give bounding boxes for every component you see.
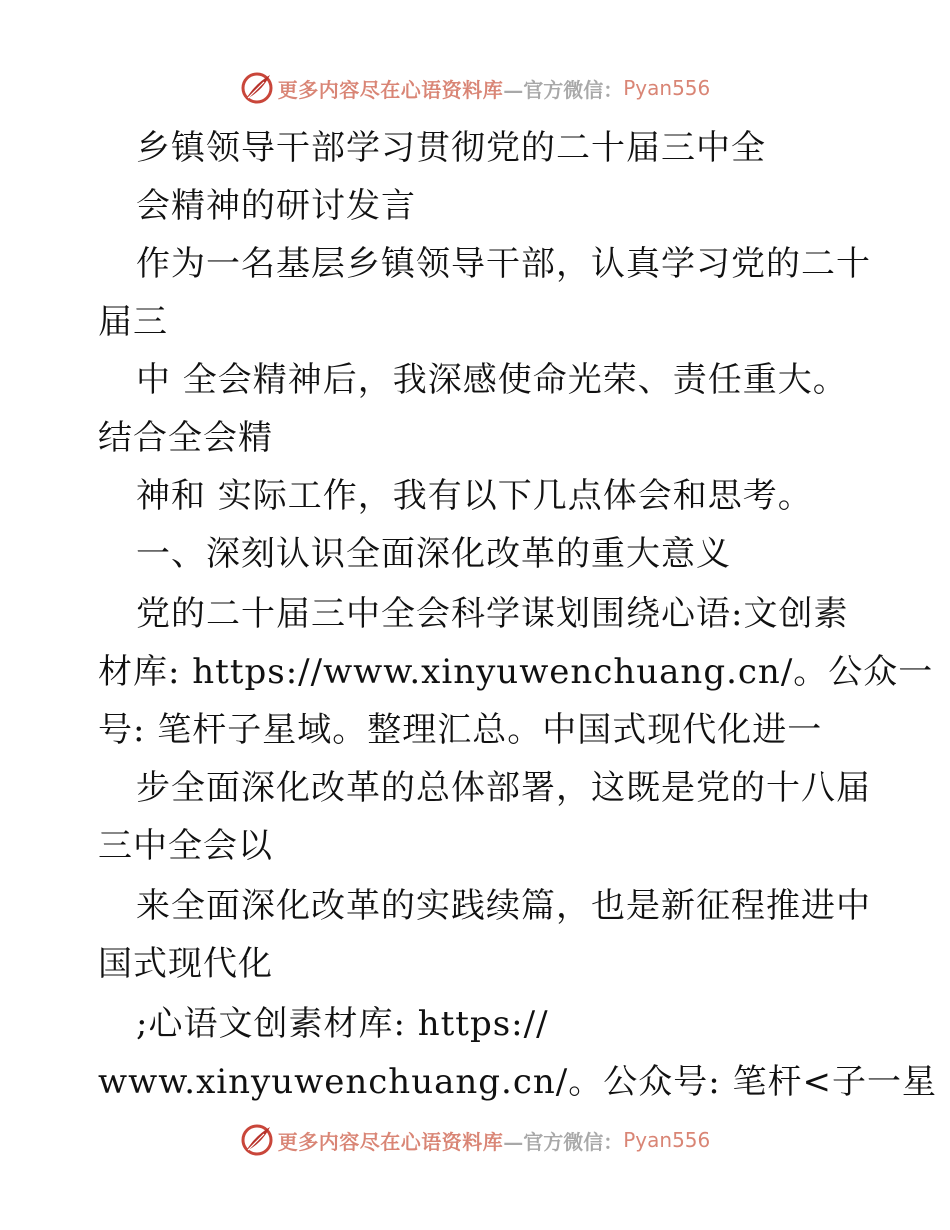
paragraph-line: ;心语文创素材库: https://	[136, 1004, 549, 1044]
paragraph-line: www.xinyuwenchuang.cn/。公众号: 笔杆<子一星	[98, 1062, 937, 1102]
footer-banner-sub-text: —官方微信：	[503, 1129, 624, 1154]
header-banner-wechat-id: Pyan556	[623, 76, 711, 100]
paragraph-line: 神和 实际工作，我有以下几点体会和思考。	[136, 476, 813, 516]
paragraph-line: 国式现代化	[98, 944, 273, 984]
footer-banner-wechat-id: Pyan556	[623, 1128, 711, 1152]
header-banner-main-text: 更多内容尽在心语资料库	[277, 77, 504, 102]
paragraph-line: 来全面深化改革的实践续篇，也是新征程推进中	[136, 886, 871, 926]
paragraph-line: 三中全会以	[98, 826, 273, 866]
red-feather-pen-logo-icon	[240, 71, 274, 105]
paragraph-line: 材库: https://www.xinyuwenchuang.cn/。公众一	[98, 652, 934, 692]
paragraph-line: 作为一名基层乡镇领导干部，认真学习党的二十	[136, 244, 871, 284]
paragraph-line: 中 全会精神后，我深感使命光荣、责任重大。	[136, 360, 848, 400]
header-banner	[0, 68, 950, 108]
section-heading: 一、深刻认识全面深化改革的重大意义	[136, 534, 731, 574]
footer-banner-main-text: 更多内容尽在心语资料库	[277, 1129, 504, 1154]
paragraph-line: 结合全会精	[98, 418, 273, 458]
document-title-line-1: 乡镇领导干部学习贯彻党的二十届三中全	[136, 128, 766, 168]
paragraph-line: 号: 笔杆子星域。整理汇总。中国式现代化进一	[98, 710, 823, 750]
paragraph-line: 届三	[98, 302, 168, 342]
document-title-line-2: 会精神的研讨发言	[136, 186, 416, 226]
footer-banner	[0, 1120, 950, 1160]
red-feather-pen-logo-icon	[240, 1123, 274, 1157]
paragraph-line: 步全面深化改革的总体部署，这既是党的十八届	[136, 768, 871, 808]
header-banner-sub-text: —官方微信：	[503, 77, 624, 102]
paragraph-line: 党的二十届三中全会科学谋划围绕心语:文创素	[136, 594, 849, 634]
